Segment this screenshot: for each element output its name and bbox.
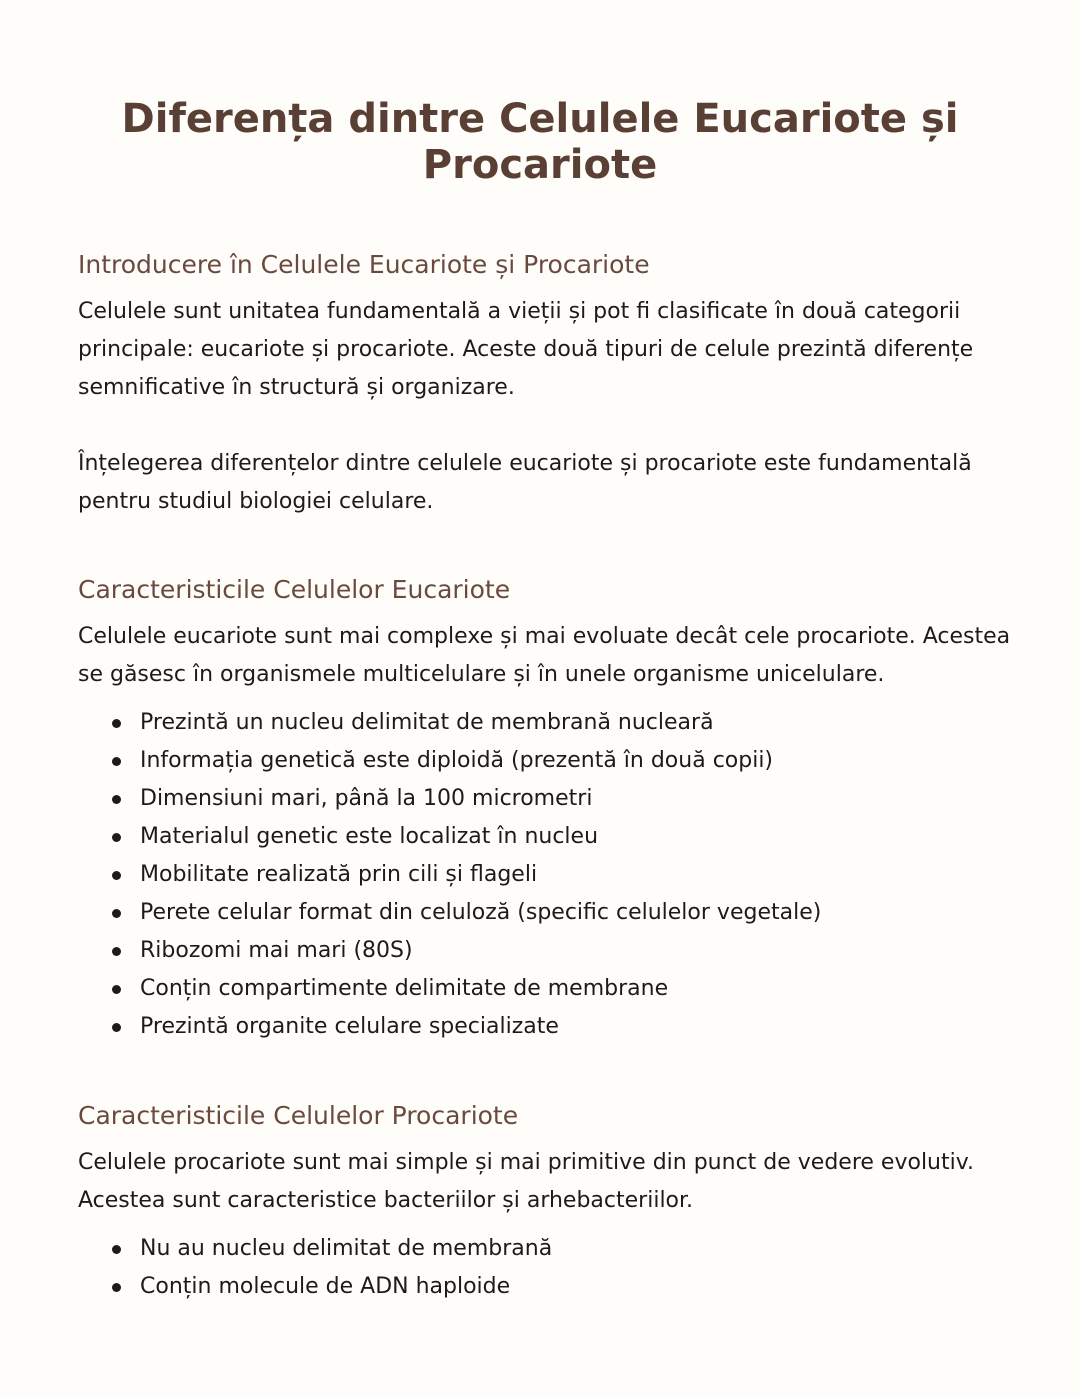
list-item-text: Perete celular format din celuloză (specific celulelor vegetale) bbox=[140, 900, 822, 925]
list-item-text: Materialul genetic este localizat în nucleu bbox=[140, 824, 599, 849]
bullet-icon bbox=[112, 1023, 121, 1032]
bullet-icon bbox=[112, 719, 121, 728]
list-item-text: Mobilitate realizată prin cili și flageli bbox=[140, 862, 538, 887]
list-item bbox=[110, 1008, 1018, 1046]
list-item-text: Ribozomi mai mari (80S) bbox=[140, 938, 413, 963]
bullet-icon bbox=[112, 795, 121, 804]
page-title: Diferența dintre Celulele Eucariote și Procariote bbox=[121, 96, 959, 188]
section-heading: Caracteristicile Celulelor Procariote bbox=[78, 1101, 519, 1130]
list-item bbox=[110, 1268, 1018, 1306]
paragraph: Celulele eucariote sunt mai complexe și mai evoluate decât cele procariote. Acestea se găsesc în organismele multicelulare și în unele organisme unicelulare. bbox=[78, 624, 1011, 687]
list-item-text: Informația genetică este diploidă (prezentă în două copii) bbox=[140, 748, 774, 773]
section-prokaryotic bbox=[78, 1101, 1018, 1306]
list-item-text: Prezintă un nucleu delimitat de membrană nucleară bbox=[140, 710, 714, 735]
bullet-icon bbox=[112, 1283, 121, 1292]
bullet-list bbox=[78, 704, 1018, 1046]
bullet-icon bbox=[112, 871, 121, 880]
paragraph: Înțelegerea diferențelor dintre celulele eucariote și procariote este fundamentală pentru studiul biologiei celulare. bbox=[78, 451, 972, 514]
section-introduction bbox=[78, 250, 1018, 521]
list-item bbox=[110, 780, 1018, 818]
list-item-text: Prezintă organite celulare specializate bbox=[140, 1014, 559, 1039]
bullet-icon bbox=[112, 757, 121, 766]
list-item bbox=[110, 742, 1018, 780]
paragraph: Celulele procariote sunt mai simple și mai primitive din punct de vedere evolutiv. Acestea sunt caracteristice bacteriilor și arhebacteriilor. bbox=[78, 1150, 975, 1213]
section-heading: Caracteristicile Celulelor Eucariote bbox=[78, 575, 511, 604]
list-item bbox=[110, 704, 1018, 742]
section-eukaryotic bbox=[78, 575, 1018, 1046]
bullet-icon bbox=[112, 985, 121, 994]
list-item-text: Nu au nucleu delimitat de membrană bbox=[140, 1236, 553, 1261]
list-item bbox=[110, 932, 1018, 970]
list-item bbox=[110, 856, 1018, 894]
section-heading: Introducere în Celulele Eucariote și Procariote bbox=[78, 250, 650, 279]
list-item bbox=[110, 894, 1018, 932]
list-item-text: Conțin molecule de ADN haploide bbox=[140, 1274, 511, 1299]
list-item bbox=[110, 970, 1018, 1008]
bullet-icon bbox=[112, 1245, 121, 1254]
list-item bbox=[110, 818, 1018, 856]
list-item-text: Conțin compartimente delimitate de membrane bbox=[140, 976, 669, 1001]
bullet-list bbox=[78, 1230, 1018, 1306]
paragraph: Celulele sunt unitatea fundamentală a vieții și pot fi clasificate în două categorii principale: eucariote și procariote. Aceste două tipuri de celule prezintă diferențe semnificative în structură și organizare. bbox=[78, 299, 974, 400]
list-item bbox=[110, 1230, 1018, 1268]
bullet-icon bbox=[112, 947, 121, 956]
list-item-text: Dimensiuni mari, până la 100 micrometri bbox=[140, 786, 593, 811]
bullet-icon bbox=[112, 909, 121, 918]
bullet-icon bbox=[112, 833, 121, 842]
paragraph-spacer bbox=[78, 407, 1018, 445]
